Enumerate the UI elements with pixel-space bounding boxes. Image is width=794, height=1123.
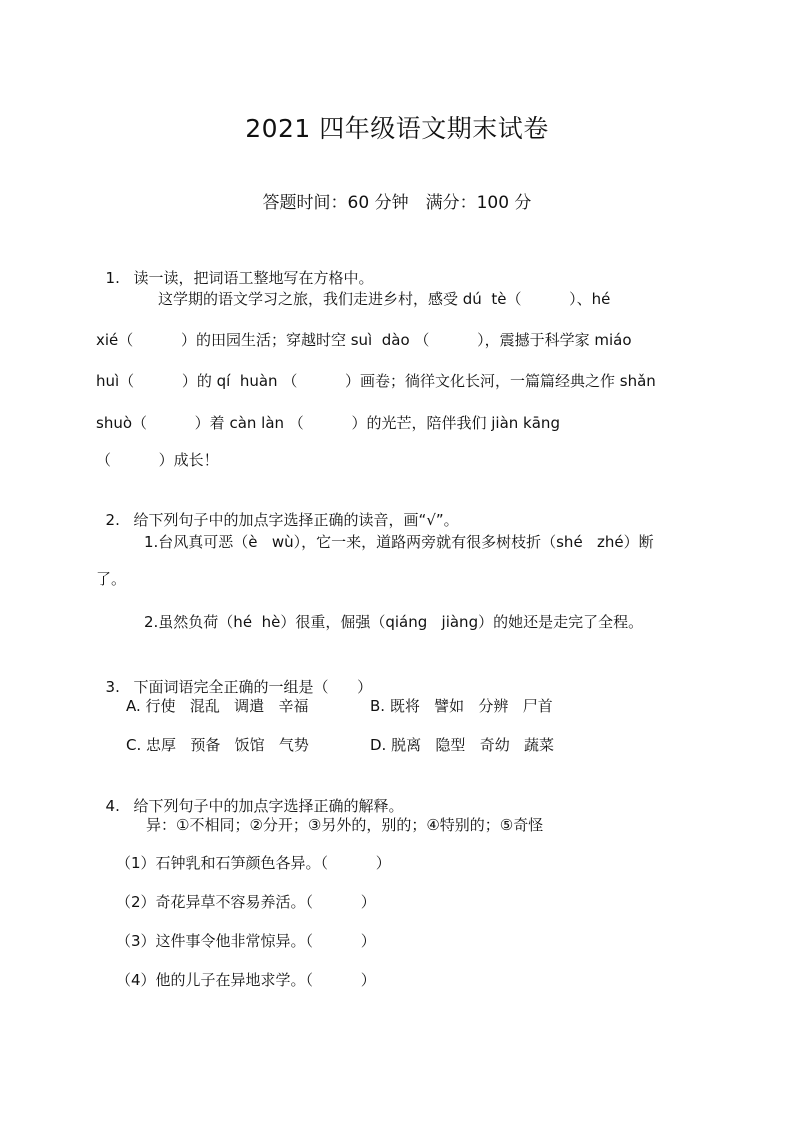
q2-sentence-1-cont: 了。: [96, 570, 127, 588]
question-prompt: 下面词语完全正确的一组是（ ）: [133, 678, 373, 696]
q3-option-d: D. 脱离 隐型 奇幼 蔬菜: [370, 736, 554, 754]
q4-meanings: 异：①不相同；②分开；③另外的，别的；④特别的；⑤奇怪: [146, 816, 544, 834]
q1-line-3: huì（ ）的 qí huàn （ ）画卷；徜徉文化长河，一篇篇经典之作 shǎn: [96, 372, 656, 390]
question-prompt: 读一读，把词语工整地写在方格中。: [133, 269, 374, 287]
exam-title: 2021 四年级语文期末试卷: [245, 114, 549, 143]
exam-subtitle: 答题时间：60 分钟 满分：100 分: [262, 193, 532, 213]
q3-option-a: A. 行使 混乱 调遣 辛福: [126, 697, 309, 715]
question-4-heading: [96, 776, 404, 816]
q1-line-4: shuò（ ）着 càn làn （ ）的光芒，陪伴我们 jiàn kāng: [96, 414, 560, 432]
q1-line-1: 这学期的语文学习之旅，我们走进乡村，感受 dú tè（ ）、hé: [158, 290, 611, 308]
question-prompt: 给下列句子中的加点字选择正确的解释。: [133, 797, 404, 815]
q1-line-2: xié（ ）的田园生活；穿越时空 suì dào （ ），震撼于科学家 miáo: [96, 331, 632, 349]
question-number: 3.: [105, 678, 120, 696]
q2-sentence-1: 1.台风真可恶（è wù），它一来，道路两旁就有很多树枝折（shé zhé）断: [144, 533, 654, 551]
q4-item-4: （4）他的儿子在异地求学。（ ）: [116, 971, 376, 989]
q1-line-5: （ ）成长！: [96, 451, 219, 469]
q3-option-c: C. 忠厚 预备 饭馆 气势: [126, 736, 309, 754]
question-number: 2.: [105, 511, 120, 529]
q3-option-b: B. 既将 譬如 分辨 尸首: [370, 697, 553, 715]
question-prompt: 给下列句子中的加点字选择正确的读音，画“√”。: [133, 511, 459, 529]
q4-item-2: （2）奇花异草不容易养活。（ ）: [116, 893, 376, 911]
question-2-heading: [96, 490, 459, 530]
question-number: 1.: [105, 269, 120, 287]
question-3-heading: [96, 657, 372, 697]
q4-item-1: （1）石钟乳和石笋颜色各异。（ ）: [116, 854, 391, 872]
question-number: 4.: [105, 797, 120, 815]
q4-item-3: （3）这件事令他非常惊异。（ ）: [116, 932, 376, 950]
q2-sentence-2: 2.虽然负荷（hé hè）很重，倔强（qiáng jiàng）的她还是走完了全程。: [144, 613, 644, 631]
question-1-heading: [96, 248, 374, 288]
